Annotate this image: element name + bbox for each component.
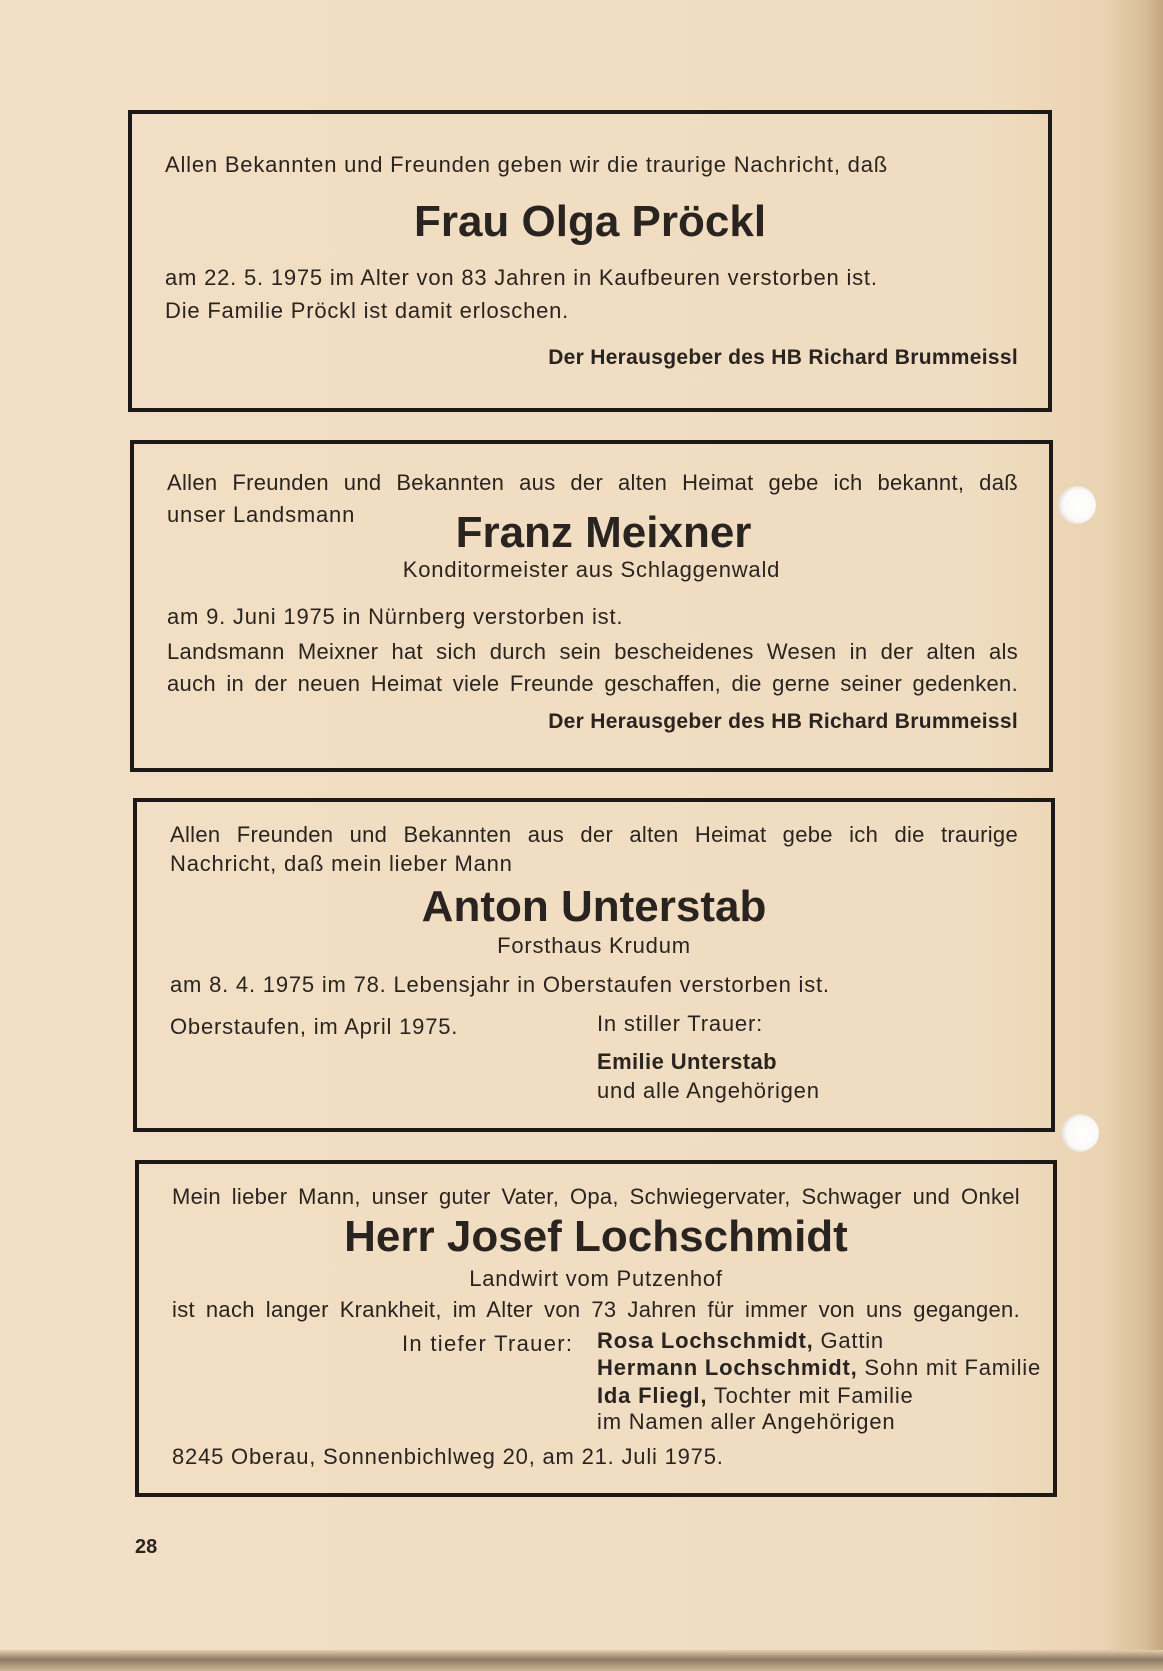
mourner-row [597, 1384, 914, 1408]
place-date: Oberstaufen, im April 1975. [170, 1014, 459, 1039]
notice-text-line: am 8. 4. 1975 im 78. Lebensjahr in Oberstaufen verstorben ist. [170, 972, 830, 997]
notice-signature: Der Herausgeber des HB Richard Brummeissl [548, 346, 1018, 369]
binder-hole [1058, 486, 1096, 524]
mourner-name: Emilie Unterstab [597, 1049, 778, 1074]
mourner-relation: Sohn mit Familie [864, 1355, 1042, 1380]
notice-intro: Allen Bekannten und Freunden geben wir die traurige Nachricht, daß [165, 152, 888, 177]
binder-hole [1061, 1114, 1099, 1152]
deceased-residence: Forsthaus Krudum [497, 933, 691, 958]
deceased-name: Franz Meixner [455, 508, 752, 557]
obituary-notice-proeckl [128, 110, 1052, 412]
notice-intro: Nachricht, daß mein lieber Mann [170, 851, 513, 876]
notice-signature: Der Herausgeber des HB Richard Brummeissl [548, 710, 1018, 733]
deceased-occupation: Konditormeister aus Schlaggenwald [402, 557, 781, 582]
mourner-relation: Gattin [820, 1328, 884, 1353]
notice-text-line: am 22. 5. 1975 im Alter von 83 Jahren in Kaufbeuren verstorben ist. [165, 265, 878, 290]
mourners-closing: im Namen aller Angehörigen [597, 1409, 896, 1434]
deceased-name: Frau Olga Pröckl [413, 197, 767, 246]
obituary-notice-lochschmidt [135, 1160, 1057, 1497]
deceased-occupation: Landwirt vom Putzenhof [469, 1266, 723, 1291]
mourner-name: Rosa Lochschmidt, [597, 1328, 814, 1353]
notice-intro: Mein lieber Mann, unser guter Vater, Opa, Schwiegervater, Schwager und Onkel [172, 1184, 1020, 1209]
notice-text-line: Landsmann Meixner hat sich durch sein bescheidenes Wesen in der alten als [167, 639, 1018, 664]
obituary-notice-unterstab [133, 798, 1055, 1132]
mourner-name: Hermann Lochschmidt, [597, 1355, 858, 1380]
notice-text-line: am 9. Juni 1975 in Nürnberg verstorben ist. [167, 604, 624, 629]
address-date: 8245 Oberau, Sonnenbichlweg 20, am 21. Juli 1975. [172, 1444, 724, 1469]
obituary-notice-meixner [130, 440, 1053, 772]
notice-text-line: Die Familie Pröckl ist damit erloschen. [165, 298, 570, 323]
notice-intro: Allen Freunden und Bekannten aus der alten Heimat gebe ich bekannt, daß [167, 470, 1018, 495]
mourners-closing: und alle Angehörigen [597, 1078, 820, 1103]
page-number: 28 [135, 1536, 158, 1558]
mourner-row [597, 1329, 884, 1353]
notice-text-line: ist nach langer Krankheit, im Alter von 73 Jahren für immer von uns gegangen. [172, 1297, 1020, 1322]
notice-text-line: auch in der neuen Heimat viele Freunde geschaffen, die gerne seiner gedenken. [167, 671, 1018, 696]
mourning-label: In tiefer Trauer: [402, 1331, 574, 1356]
deceased-name: Anton Unterstab [421, 882, 767, 931]
mourner-name: Ida Fliegl, [597, 1383, 708, 1408]
notice-intro: unser Landsmann [167, 502, 356, 527]
mourner-relation: Tochter mit Familie [713, 1383, 914, 1408]
mourning-label: In stiller Trauer: [597, 1011, 764, 1036]
page-bottom-edge [0, 1650, 1163, 1671]
notice-intro: Allen Freunden und Bekannten aus der alten Heimat gebe ich die traurige [170, 822, 1018, 847]
mourner-row [597, 1356, 1041, 1380]
deceased-name: Herr Josef Lochschmidt [344, 1212, 848, 1261]
